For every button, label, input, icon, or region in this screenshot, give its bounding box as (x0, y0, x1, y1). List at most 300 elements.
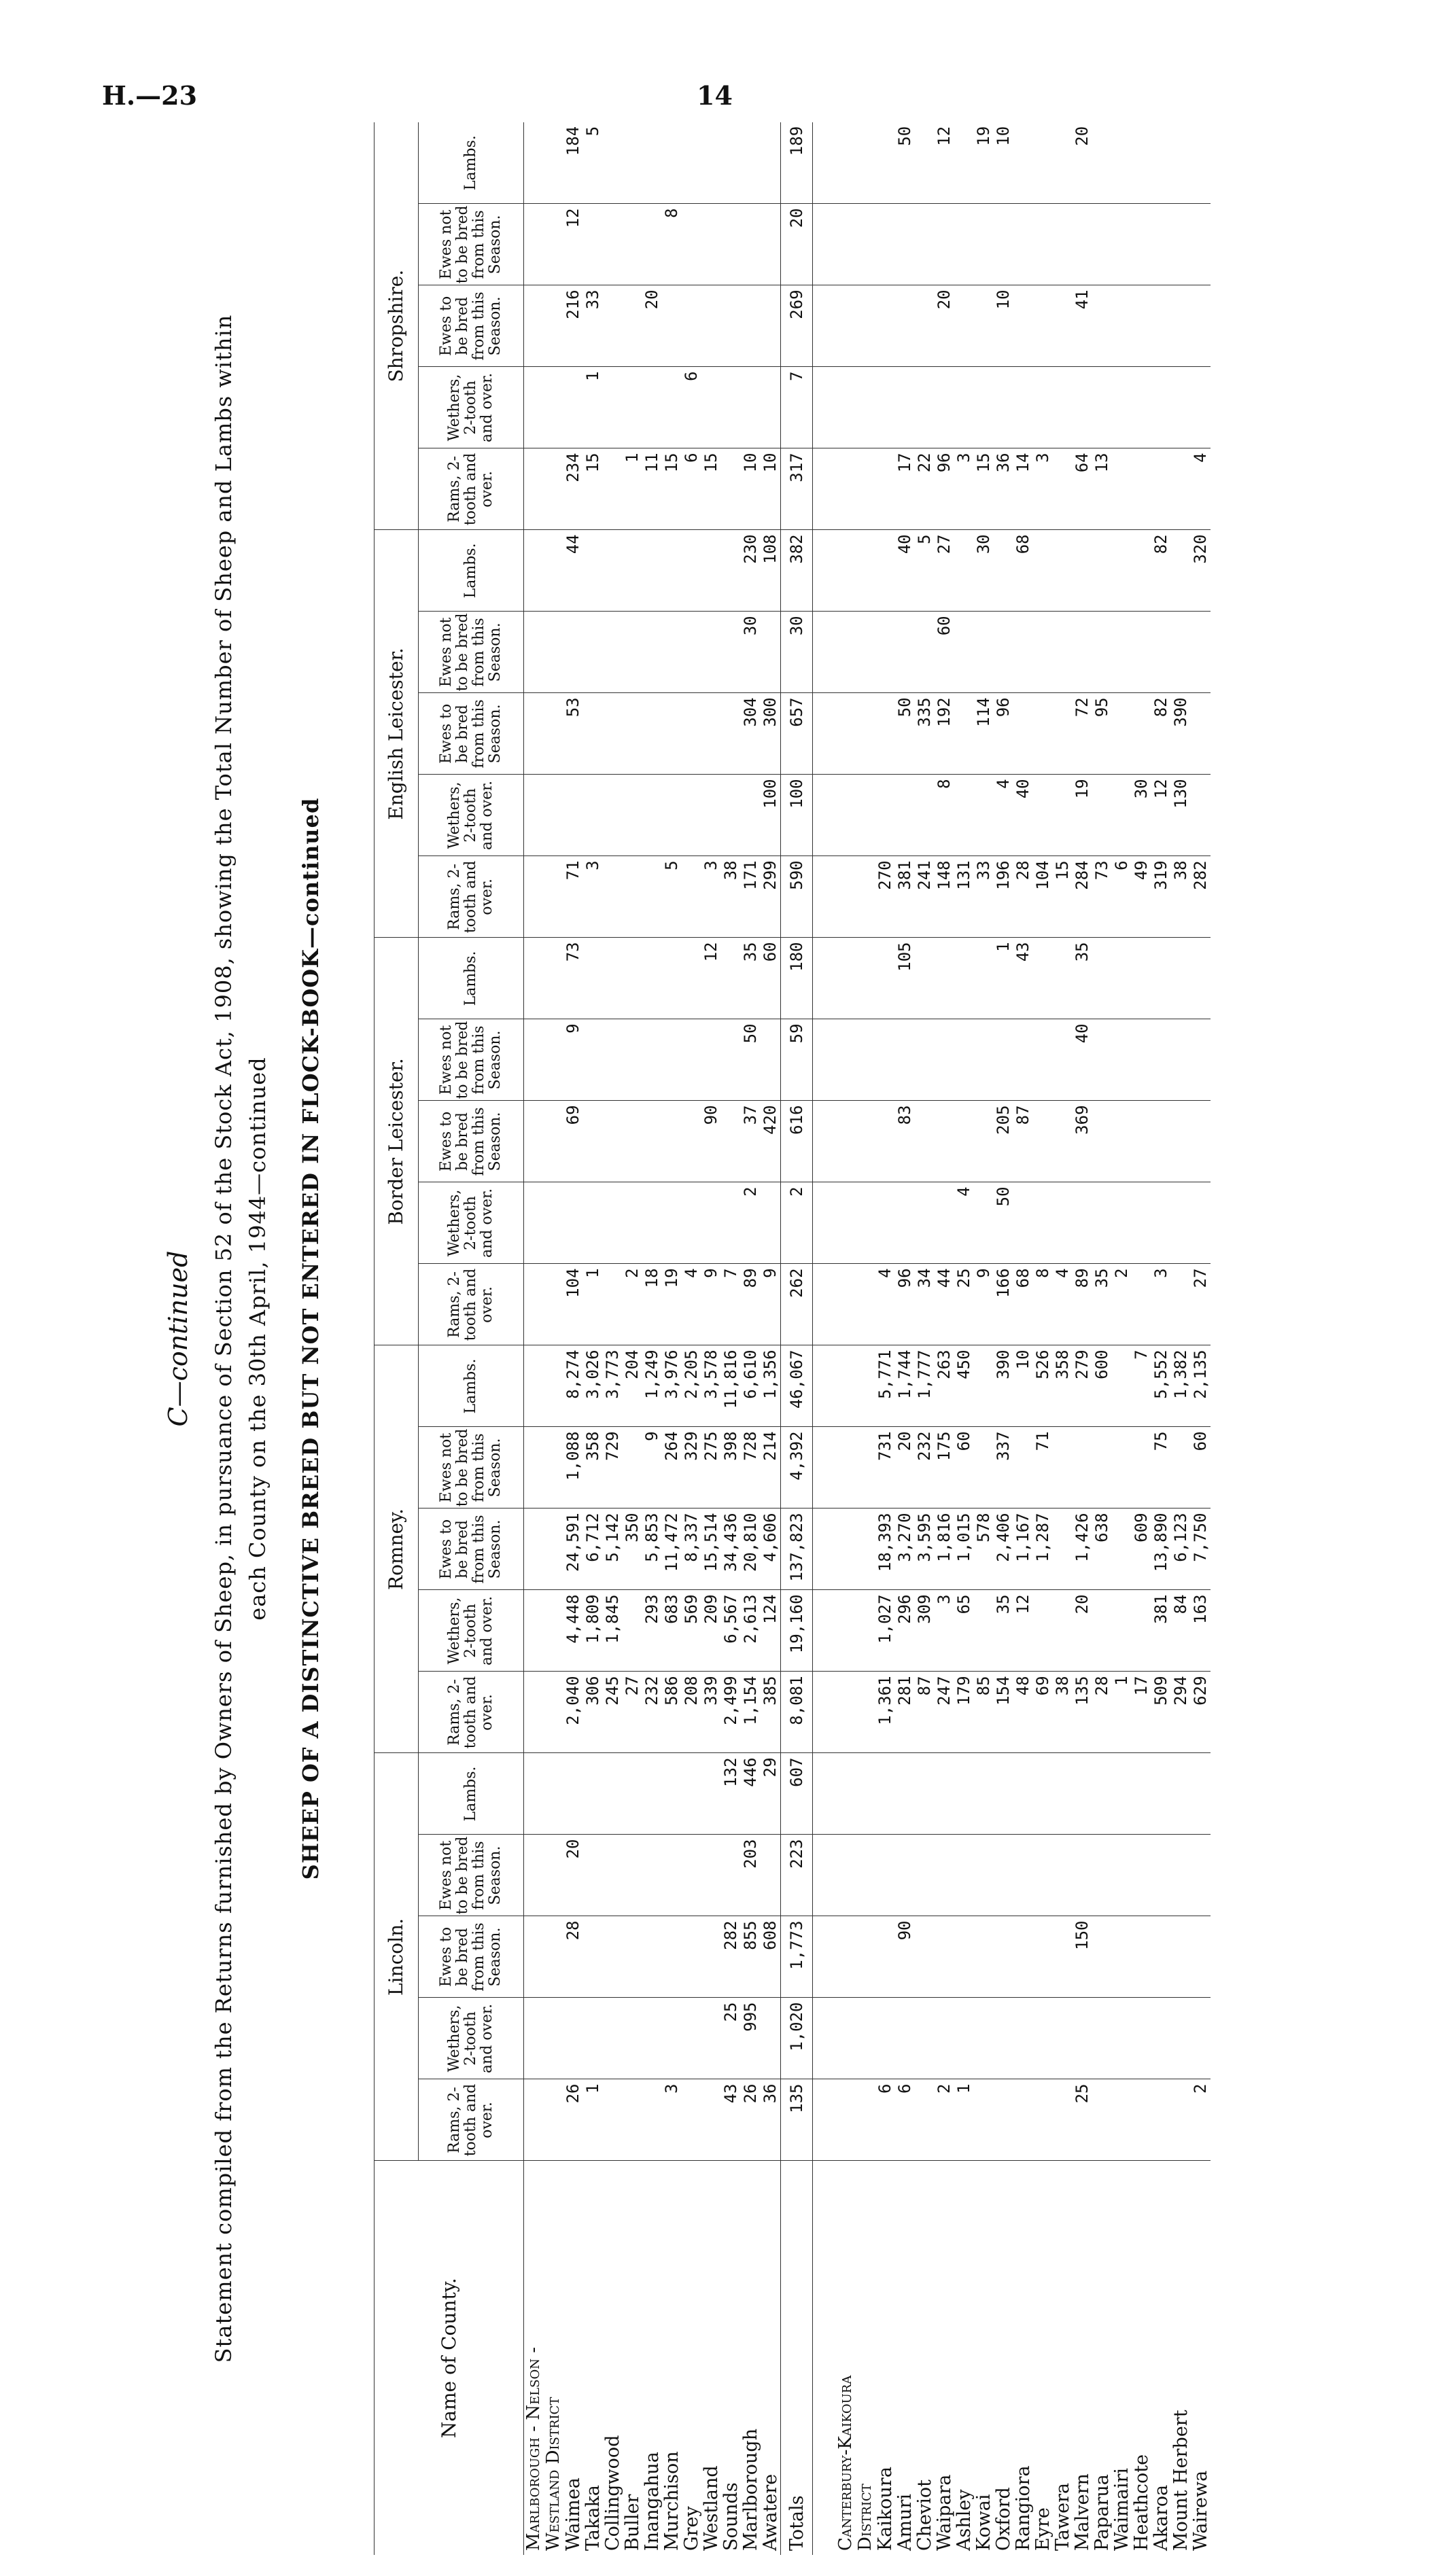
table-cell: 90 (895, 1916, 915, 1998)
table-cell (954, 1835, 974, 1916)
table-cell (1191, 122, 1211, 204)
table-cell: 10 (994, 122, 1013, 204)
table-cell (974, 1019, 994, 1101)
table-cell (583, 1916, 603, 1998)
table-cell (662, 1182, 682, 1264)
table-cell (1112, 1427, 1132, 1508)
table-cell (662, 612, 682, 693)
table-cell: 175 (935, 1427, 954, 1508)
table-cell (974, 1345, 994, 1427)
table-cell (1191, 693, 1211, 775)
table-cell (836, 938, 856, 1019)
table-cell: 2 (935, 2079, 954, 2161)
table-cell: 27 (1191, 1264, 1211, 1345)
table-cell (1053, 1101, 1073, 1182)
table-cell (544, 1916, 563, 1998)
column-header: Lambs. (419, 1753, 524, 1835)
county-name-text: Waimairi (1111, 2467, 1132, 2551)
table-cell (875, 1835, 895, 1916)
table-cell (1073, 1182, 1092, 1264)
table-cell (682, 122, 701, 204)
table-cell (1151, 1019, 1171, 1101)
table-cell (1171, 1998, 1191, 2079)
table-cell: 68 (1013, 530, 1033, 612)
table-cell (544, 612, 563, 693)
table-row (603, 122, 623, 2555)
table-cell: 214 (761, 1427, 781, 1508)
county-name (701, 2161, 721, 2555)
table-cell: 10 (994, 285, 1013, 367)
table-cell: 30 (974, 530, 994, 612)
county-name-text: Buller (622, 2494, 643, 2551)
table-cell (875, 367, 895, 448)
table-cell (954, 285, 974, 367)
table-cell (642, 1998, 662, 2079)
table-row (1112, 122, 1132, 2555)
table-cell (1132, 1427, 1151, 1508)
table-cell (813, 1508, 837, 1590)
table-cell (623, 1019, 642, 1101)
table-cell (603, 1101, 623, 1182)
table-cell (1053, 1019, 1073, 1101)
table-cell: 48 (1013, 1672, 1033, 1753)
table-cell (1132, 612, 1151, 693)
table-cell: 3,270 (895, 1508, 915, 1590)
table-cell (761, 204, 781, 285)
county-name-text: Waimea (563, 2477, 584, 2551)
table-cell (1013, 1753, 1033, 1835)
table-cell (836, 448, 856, 530)
table-cell: 1,020 (781, 1998, 813, 2079)
table-cell (1092, 2079, 1112, 2161)
county-name (603, 2161, 623, 2555)
table-cell (662, 938, 682, 1019)
table-cell (583, 1835, 603, 1916)
table-cell (813, 1345, 837, 1427)
table-cell: 33 (974, 856, 994, 938)
table-cell: 65 (954, 1590, 974, 1672)
table-cell (1171, 1916, 1191, 1998)
table-cell (1112, 448, 1132, 530)
column-header: Ewes to be bred from this Season. (419, 1101, 524, 1182)
table-cell (1191, 1753, 1211, 1835)
table-cell (583, 204, 603, 285)
table-cell: 1 (623, 448, 642, 530)
table-cell (642, 367, 662, 448)
county-name-text: Wairewa (1190, 2470, 1211, 2551)
table-cell (895, 775, 915, 856)
table-cell: 13 (1092, 448, 1112, 530)
table-cell (1092, 285, 1112, 367)
table-cell: 38 (721, 856, 741, 938)
county-name-text: Collingwood (602, 2435, 623, 2551)
table-cell (974, 1998, 994, 2079)
table-cell: 6 (1112, 856, 1132, 938)
table-cell: 25 (1073, 2079, 1092, 2161)
county-name-text: Waipara (934, 2474, 955, 2551)
table-cell (682, 1916, 701, 1998)
table-cell (1171, 2079, 1191, 2161)
table-cell: 35 (994, 1590, 1013, 1672)
table-cell (836, 1101, 856, 1182)
column-header: Lambs. (419, 938, 524, 1019)
table-cell: 20 (935, 285, 954, 367)
table-cell (1053, 122, 1073, 204)
table-cell (701, 1019, 721, 1101)
table-cell (603, 775, 623, 856)
table-cell: 50 (895, 122, 915, 204)
table-cell (875, 1753, 895, 1835)
table-cell (721, 285, 741, 367)
table-cell: 209 (701, 1590, 721, 1672)
table-cell: 30 (741, 612, 761, 693)
county-name (994, 2161, 1013, 2555)
county-name (856, 2161, 875, 2555)
table-cell: 284 (1073, 856, 1092, 938)
table-cell (623, 530, 642, 612)
table-cell: 299 (761, 856, 781, 938)
table-cell (836, 1019, 856, 1101)
table-cell (1132, 448, 1151, 530)
table-cell (524, 204, 544, 285)
table-cell (642, 693, 662, 775)
table-cell: 22 (915, 448, 935, 530)
table-cell: 4 (1191, 448, 1211, 530)
table-cell (1033, 285, 1053, 367)
table-cell (856, 2079, 875, 2161)
table-cell (836, 1672, 856, 1753)
table-row (1132, 122, 1151, 2555)
table-cell (1191, 775, 1211, 856)
table-cell (1053, 1998, 1073, 2079)
table-cell: 1,361 (875, 1672, 895, 1753)
table-cell: 171 (741, 856, 761, 938)
table-cell: 24,591 (563, 1508, 583, 1590)
county-name (895, 2161, 915, 2555)
table-cell (915, 122, 935, 204)
table-cell: 245 (603, 1672, 623, 1753)
table-cell (1132, 1101, 1151, 1182)
column-header: Lambs. (419, 122, 524, 204)
table-cell: 26 (741, 2079, 761, 2161)
table-cell (1191, 938, 1211, 1019)
table-cell (875, 1182, 895, 1264)
table-cell (813, 1753, 837, 1835)
table-cell (544, 1019, 563, 1101)
table-cell (761, 1182, 781, 1264)
table-cell: 2,135 (1191, 1345, 1211, 1427)
table-cell (836, 1835, 856, 1916)
table-cell (1151, 1182, 1171, 1264)
table-cell (1013, 122, 1033, 204)
table-cell: 728 (741, 1427, 761, 1508)
table-cell: 34,436 (721, 1508, 741, 1590)
county-name-text: Heathcote (1131, 2454, 1152, 2551)
table-cell: 87 (915, 1672, 935, 1753)
table-cell (721, 367, 741, 448)
section-title-row (836, 122, 856, 2555)
table-cell (563, 1998, 583, 2079)
table-cell (836, 122, 856, 204)
table-row (682, 122, 701, 2555)
table-cell: 71 (1033, 1427, 1053, 1508)
table-cell: 10 (1013, 1345, 1033, 1427)
table-cell: 30 (1132, 775, 1151, 856)
county-name (1013, 2161, 1033, 2555)
table-cell (524, 856, 544, 938)
table-cell: 5 (583, 122, 603, 204)
table-cell (701, 2079, 721, 2161)
table-cell (856, 938, 875, 1019)
table-cell: 40 (1073, 1019, 1092, 1101)
table-cell: 20 (1073, 122, 1092, 204)
county-name (974, 2161, 994, 2555)
table-cell (875, 204, 895, 285)
table-cell (1112, 1508, 1132, 1590)
table-row (1151, 122, 1171, 2555)
table-cell: 294 (1171, 1672, 1191, 1753)
table-cell: 1,154 (741, 1672, 761, 1753)
table-cell (1132, 1264, 1151, 1345)
table-row (741, 122, 761, 2555)
table-cell (623, 1916, 642, 1998)
table-cell (856, 1753, 875, 1835)
table-cell: 36 (761, 2079, 781, 2161)
table-cell: 3 (954, 448, 974, 530)
table-cell (1013, 285, 1033, 367)
column-header: Wethers, 2-tooth and over. (419, 367, 524, 448)
table-cell (1033, 530, 1053, 612)
table-cell: 40 (1013, 775, 1033, 856)
table-cell: 270 (875, 856, 895, 938)
county-name (662, 2161, 682, 2555)
table-cell (682, 530, 701, 612)
table-cell (1132, 2079, 1151, 2161)
table-cell: 3 (583, 856, 603, 938)
table-cell (915, 1998, 935, 2079)
table-cell: 27 (935, 530, 954, 612)
table-cell (544, 285, 563, 367)
table-cell (1191, 1998, 1211, 2079)
table-cell (994, 1019, 1013, 1101)
table-cell (1033, 2079, 1053, 2161)
table-cell (1073, 367, 1092, 448)
table-cell (642, 530, 662, 612)
table-cell (1013, 1835, 1033, 1916)
table-cell: 20 (1073, 1590, 1092, 1672)
table-cell (813, 1916, 837, 1998)
table-cell: 657 (781, 693, 813, 775)
table-cell: 5,552 (1151, 1345, 1171, 1427)
table-cell: 569 (682, 1590, 701, 1672)
statement-title-line-1: Statement compiled from the Returns furnished by Owners of Sheep, in pursuance of Section 52 of the Stock Act, 1908, showing the Total Number of Sheep and Lambs within (211, 314, 237, 2363)
table-cell (935, 1835, 954, 1916)
table-cell: 293 (642, 1590, 662, 1672)
table-cell: 282 (1191, 856, 1211, 938)
table-cell: 100 (761, 775, 781, 856)
table-cell (836, 367, 856, 448)
county-name (682, 2161, 701, 2555)
table-cell (623, 1427, 642, 1508)
county-name (954, 2161, 974, 2555)
table-cell (915, 612, 935, 693)
table-cell (524, 1427, 544, 1508)
table-cell (544, 448, 563, 530)
table-cell (524, 530, 544, 612)
table-cell (813, 1427, 837, 1508)
table-cell: 1,845 (603, 1590, 623, 1672)
table-cell (1033, 693, 1053, 775)
table-cell: 3 (935, 1590, 954, 1672)
table-cell (1151, 448, 1171, 530)
table-cell (1151, 1753, 1171, 1835)
table-cell (524, 1916, 544, 1998)
table-cell: 1,088 (563, 1427, 583, 1508)
table-cell: 87 (1013, 1101, 1033, 1182)
table-cell (813, 122, 837, 204)
table-cell (721, 448, 741, 530)
table-cell: 4 (682, 1264, 701, 1345)
table-cell (1053, 1590, 1073, 1672)
table-cell: 163 (1191, 1590, 1211, 1672)
table-cell (954, 1019, 974, 1101)
table-cell (741, 122, 761, 204)
table-cell: 96 (994, 693, 1013, 775)
table-cell (701, 775, 721, 856)
table-cell (836, 285, 856, 367)
table-cell (974, 1753, 994, 1835)
table-cell (563, 367, 583, 448)
table-cell: 358 (1053, 1345, 1073, 1427)
table-cell (701, 1753, 721, 1835)
table-cell (954, 1753, 974, 1835)
table-cell: 71 (563, 856, 583, 938)
table-cell: 73 (563, 938, 583, 1019)
table-cell: 73 (1092, 856, 1112, 938)
table-cell: 15,514 (701, 1508, 721, 1590)
county-name-text: Inangahua (642, 2452, 663, 2551)
table-cell: 38 (1053, 1672, 1073, 1753)
table-cell: 69 (1033, 1672, 1053, 1753)
breed-header-romney: Romney. (375, 1345, 419, 1753)
table-cell (524, 938, 544, 1019)
table-cell: 46,067 (781, 1345, 813, 1427)
table-cell (813, 2079, 837, 2161)
county-name-header: Name of County. (375, 2161, 524, 2555)
table-cell: 446 (741, 1753, 761, 1835)
table-cell (662, 122, 682, 204)
table-row (875, 122, 895, 2555)
table-cell (974, 938, 994, 1019)
table-cell: 4 (954, 1182, 974, 1264)
table-cell (895, 1019, 915, 1101)
table-cell (1132, 1019, 1151, 1101)
table-cell (935, 938, 954, 1019)
table-cell (1151, 122, 1171, 204)
table-cell (682, 1998, 701, 2079)
table-cell: 3,026 (583, 1345, 603, 1427)
table-cell (701, 204, 721, 285)
table-cell (524, 2079, 544, 2161)
table-cell: 150 (1073, 1916, 1092, 1998)
table-cell: 526 (1033, 1345, 1053, 1427)
table-cell (813, 285, 837, 367)
table-cell (813, 367, 837, 448)
table-cell: 4 (1053, 1264, 1073, 1345)
table-cell (1112, 2079, 1132, 2161)
table-cell (915, 1835, 935, 1916)
table-cell (915, 1916, 935, 1998)
table-cell (623, 2079, 642, 2161)
county-name-text: Akaroa (1151, 2484, 1172, 2551)
table-cell: 683 (662, 1590, 682, 1672)
table-cell (895, 1753, 915, 1835)
table-cell: 1 (954, 2079, 974, 2161)
table-cell: 28 (563, 1916, 583, 1998)
table-cell (603, 1264, 623, 1345)
table-cell (642, 856, 662, 938)
table-cell (875, 693, 895, 775)
table-cell: 60 (935, 612, 954, 693)
table-cell: 381 (895, 856, 915, 938)
table-cell: 44 (563, 530, 583, 612)
table-cell: 8,274 (563, 1345, 583, 1427)
column-header: Wethers, 2-tooth and over. (419, 1182, 524, 1264)
table-cell (1073, 530, 1092, 612)
table-cell (583, 938, 603, 1019)
table-cell (623, 204, 642, 285)
table-cell (721, 612, 741, 693)
table-cell (544, 1672, 563, 1753)
table-cell (1053, 1508, 1073, 1590)
table-cell: 34 (915, 1264, 935, 1345)
table-cell: 12 (563, 204, 583, 285)
table-cell (603, 938, 623, 1019)
table-cell: 154 (994, 1672, 1013, 1753)
table-cell (1013, 1182, 1033, 1264)
table-cell: 2,406 (994, 1508, 1013, 1590)
table-cell (1053, 530, 1073, 612)
table-cell: 33 (583, 285, 603, 367)
table-cell: 317 (781, 448, 813, 530)
table-cell (1151, 1916, 1171, 1998)
table-cell (623, 285, 642, 367)
table-cell (1033, 122, 1053, 204)
table-cell (1191, 1835, 1211, 1916)
table-cell: 196 (994, 856, 1013, 938)
table-cell: 1 (583, 367, 603, 448)
table-cell (1112, 204, 1132, 285)
table-cell: 20 (642, 285, 662, 367)
table-row (994, 122, 1013, 2555)
table-cell: 578 (974, 1508, 994, 1590)
table-cell: 5 (915, 530, 935, 612)
table-cell (1171, 204, 1191, 285)
table-cell (1112, 530, 1132, 612)
table-cell (642, 1916, 662, 1998)
table-cell (1073, 1753, 1092, 1835)
table-cell: 6 (682, 448, 701, 530)
table-cell: 358 (583, 1427, 603, 1508)
table-cell (1171, 122, 1191, 204)
table-cell: 104 (1033, 856, 1053, 938)
table-cell: 131 (954, 856, 974, 938)
table-row (895, 122, 915, 2555)
table-cell (915, 775, 935, 856)
table-cell (974, 1590, 994, 1672)
column-header: Ewes not to be bred from this Season. (419, 612, 524, 693)
table-cell (1171, 1019, 1191, 1101)
